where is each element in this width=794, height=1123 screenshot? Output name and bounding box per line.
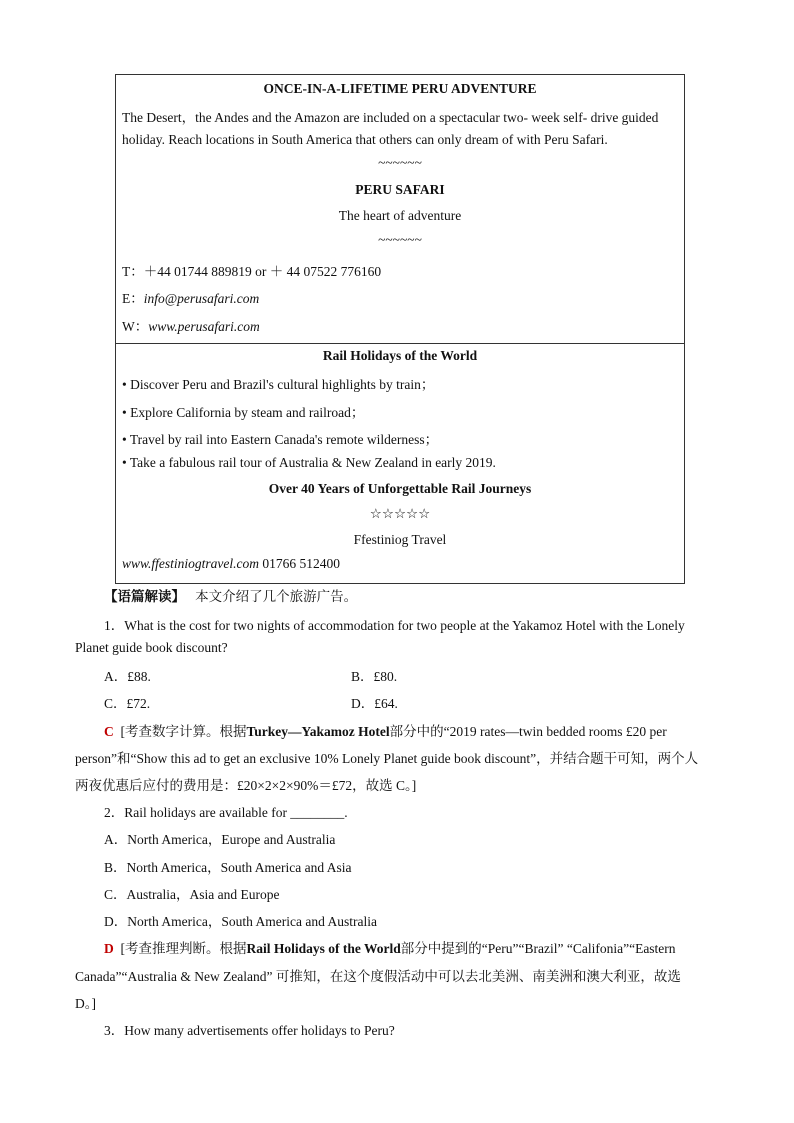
passage-analysis bbox=[104, 585, 357, 605]
q2-option-a: A．North America，Europe and Australia bbox=[104, 832, 336, 847]
ad-divider bbox=[116, 343, 684, 344]
q2-exp-text-2: 部分中提到的“Peru”“Brazil” “Califonia”“Eastern bbox=[400, 941, 676, 956]
ad-rail-company: Ffestiniog Travel bbox=[353, 532, 447, 547]
q2-answer: D bbox=[104, 941, 114, 956]
q1-stem-line1: 1．What is the cost for two nights of accommodation for two people at the Yakamoz Hotel with the Lonely bbox=[104, 618, 685, 633]
ad-rail-bullet: • Explore California by steam and railroad； bbox=[122, 405, 365, 420]
ad-rail-phone: 01766 512400 bbox=[259, 556, 340, 571]
ad-rail-contact-row bbox=[122, 556, 340, 572]
ad-rail-title: Rail Holidays of the World bbox=[322, 348, 478, 363]
q1-option-a: A．£88. bbox=[104, 669, 151, 684]
ad-rail-bullet: • Discover Peru and Brazil's cultural highlights by train； bbox=[122, 377, 435, 392]
q1-stem-line2: Planet guide book discount? bbox=[75, 640, 228, 655]
q2-stem: 2．Rail holidays are available for ________. bbox=[104, 805, 348, 820]
ad-peru-title: ONCE-IN-A-LIFETIME PERU ADVENTURE bbox=[263, 81, 537, 96]
q2-explanation-line3: D。] bbox=[75, 996, 96, 1011]
ad-peru-email-link[interactable]: info@perusafari.com bbox=[143, 291, 260, 306]
q2-explanation-line1 bbox=[104, 937, 676, 957]
ad-peru-web-row bbox=[122, 315, 260, 335]
q2-option-d: D．North America，South America and Australia bbox=[104, 914, 377, 929]
q1-explanation-line3: 两夜优惠后应付的费用是：£20×2×2×90%＝£72，故选 C。] bbox=[75, 778, 417, 793]
q2-explanation-line2: Canada”“Australia & New Zealand” 可推知，在这个度假活动中可以去北美洲、南美洲和澳大利亚，故选 bbox=[75, 969, 681, 984]
ad-peru-web-link[interactable]: www.perusafari.com bbox=[148, 319, 260, 334]
ad-peru-body-line1: The Desert，the Andes and the Amazon are included on a spectacular two- week self- drive guided bbox=[122, 110, 659, 125]
ad-peru-tagline: The heart of adventure bbox=[338, 208, 462, 223]
q1-explanation-line2: person”和“Show this ad to get an exclusive 10% Lonely Planet guide book discount”，并结合题干可知，两个人 bbox=[75, 751, 699, 766]
q2-option-b: B．North America，South America and Asia bbox=[104, 860, 352, 875]
q2-option-c: C．Australia，Asia and Europe bbox=[104, 887, 280, 902]
advertisement-box bbox=[115, 74, 685, 584]
ad-rail-stars: ☆☆☆☆☆ bbox=[369, 506, 431, 521]
ad-peru-email-row bbox=[122, 287, 259, 307]
analysis-label: 【语篇解读】 bbox=[104, 589, 185, 604]
email-label: E： bbox=[122, 291, 144, 306]
q2-exp-text: [考查推理判断。根据 bbox=[120, 941, 247, 956]
q1-exp-section: Turkey—Yakamoz Hotel bbox=[246, 724, 390, 739]
ad-peru-telephone: T：＋44 01744 889819 or ＋ 44 07522 776160 bbox=[122, 264, 382, 279]
q1-option-c: C．£72. bbox=[104, 696, 151, 711]
ad-peru-tilde-2: ~~~~~~ bbox=[378, 232, 422, 247]
q3-stem: 3．How many advertisements offer holidays to Peru? bbox=[104, 1023, 395, 1038]
q2-exp-section: Rail Holidays of the World bbox=[246, 941, 401, 956]
q1-exp-text: [考查数字计算。根据 bbox=[120, 724, 247, 739]
q1-answer: C bbox=[104, 724, 114, 739]
ad-rail-website-link[interactable]: www.ffestiniogtravel.com bbox=[122, 556, 259, 571]
ad-peru-tilde-1: ~~~~~~ bbox=[378, 155, 422, 170]
q1-option-b: B．£80. bbox=[351, 669, 398, 684]
ad-rail-bullet: • Take a fabulous rail tour of Australia & New Zealand in early 2019. bbox=[122, 455, 496, 470]
ad-rail-slogan: Over 40 Years of Unforgettable Rail Journeys bbox=[268, 481, 532, 496]
ad-peru-brand: PERU SAFARI bbox=[355, 182, 445, 197]
web-label: W： bbox=[122, 319, 149, 334]
ad-rail-bullet: • Travel by rail into Eastern Canada's remote wilderness； bbox=[122, 432, 439, 447]
analysis-text: 本文介绍了几个旅游广告。 bbox=[195, 589, 358, 604]
q1-exp-text-2: 部分中的“2019 rates—twin bedded rooms £20 per bbox=[389, 724, 667, 739]
ad-peru-body-line2: holiday. Reach locations in South America that others can only dream of with Peru Safari. bbox=[122, 132, 608, 147]
q1-explanation-line1 bbox=[104, 720, 667, 740]
q1-option-d: D．£64. bbox=[351, 696, 398, 711]
